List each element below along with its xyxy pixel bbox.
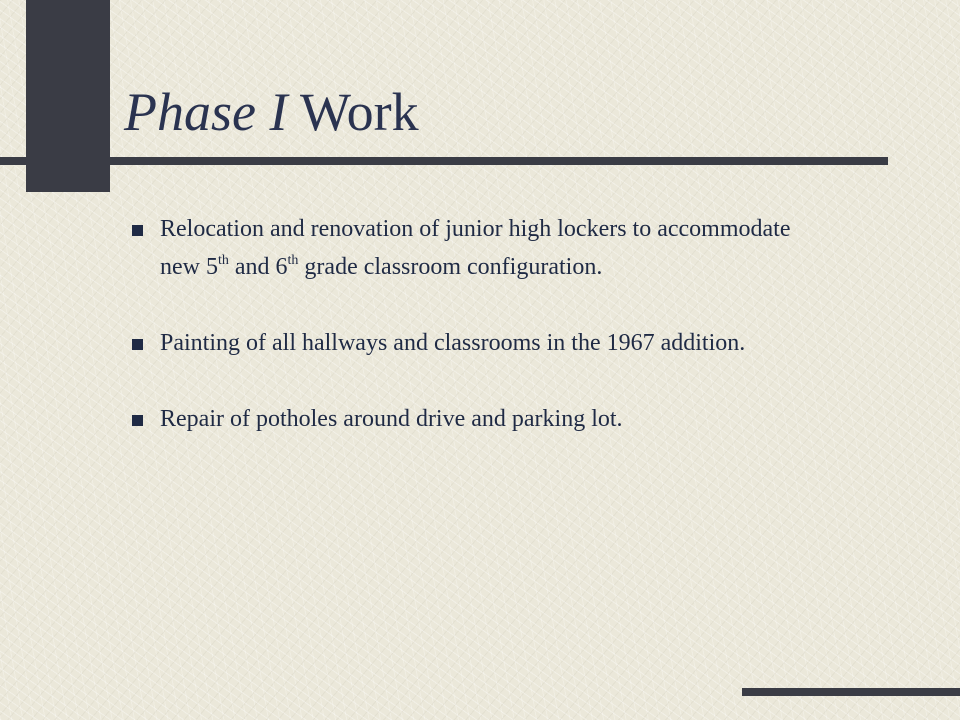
slide-title-regular: Work: [287, 82, 419, 142]
bullet-item: [130, 400, 830, 438]
bottom-accent-rule: [742, 688, 960, 696]
square-bullet-icon: [132, 225, 143, 236]
bullet-text: Relocation and renovation of junior high lockers to accommodate new 5: [160, 216, 791, 280]
square-bullet-icon: [132, 339, 143, 350]
square-bullet-icon: [132, 415, 143, 426]
title-underline-rule: [0, 157, 888, 165]
bullet-text: and 6: [228, 254, 288, 280]
bullet-text: Repair of potholes around drive and parking lot.: [160, 406, 623, 432]
slide-title: [124, 80, 419, 144]
bullet-text: grade classroom configuration.: [298, 254, 603, 280]
bullet-item: [130, 210, 830, 286]
superscript: th: [217, 253, 229, 268]
superscript: th: [287, 253, 299, 268]
bullet-item: [130, 324, 830, 362]
slide-title-italic: Phase I: [124, 82, 288, 142]
bullet-text: Painting of all hallways and classrooms in the 1967 addition.: [160, 330, 746, 356]
bullet-list: [130, 210, 830, 438]
